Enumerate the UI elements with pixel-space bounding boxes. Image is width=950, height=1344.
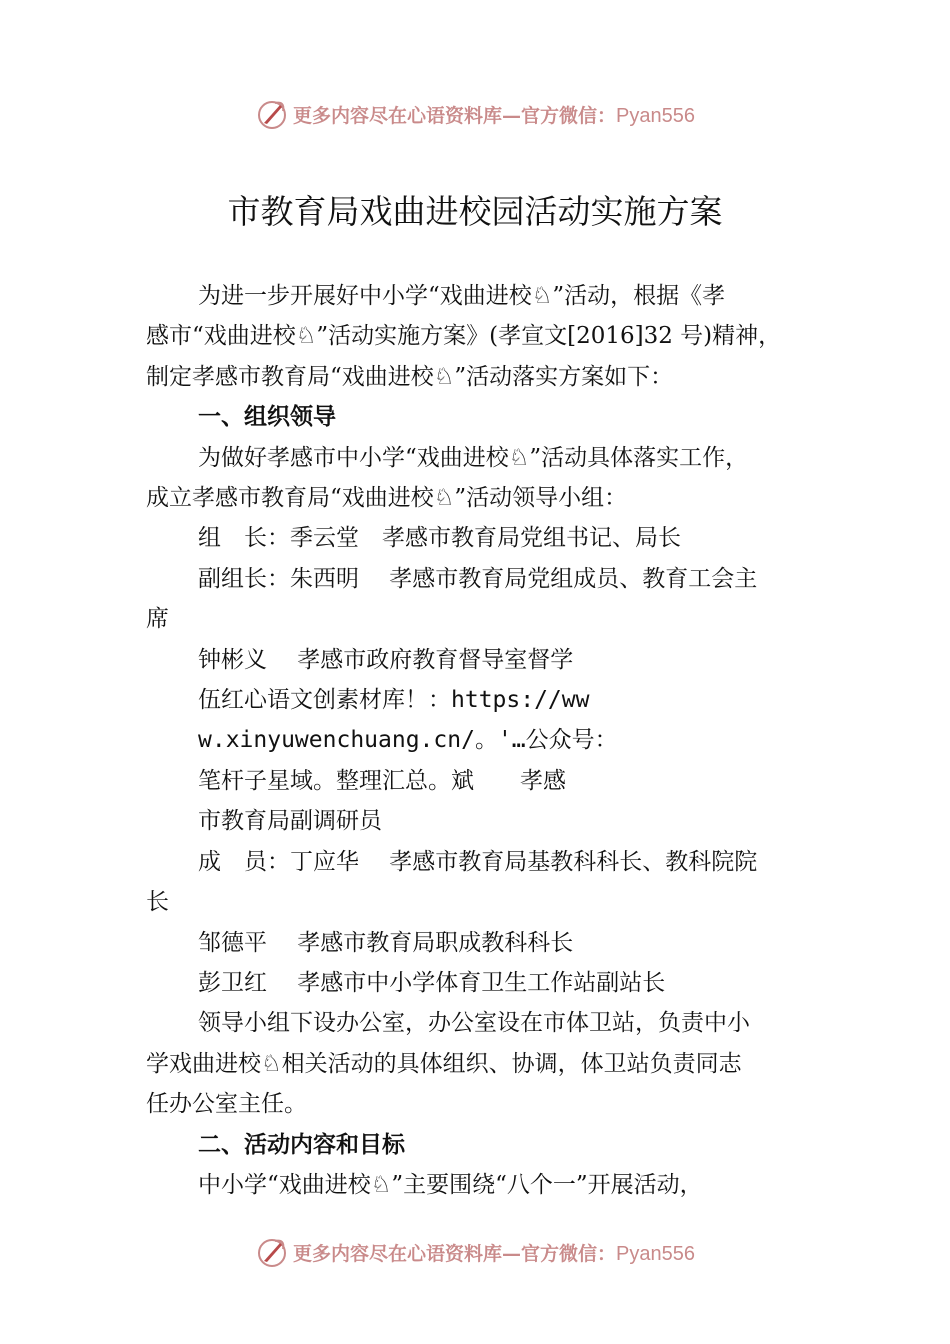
- office-paragraph-cont: 学戏曲进校♘相关活动的具体组织、协调，体卫站负责同志 任办公室主任。: [146, 1050, 742, 1118]
- member-zhong: 钟彬义 孝感市政府教育督导室督学: [198, 646, 574, 673]
- section-heading-2: 二、活动内容和目标: [198, 1131, 405, 1158]
- watermark-footer: [0, 1232, 950, 1272]
- member-wu: 伍红心语文创素材库！：https://ww w.xinyuwenchuang.cn/。'…公众号： 笔杆子星域。整理汇总。斌 孝感 市教育局副调研员: [198, 687, 618, 835]
- watermark-header: [0, 94, 950, 134]
- member-peng: 彭卫红 孝感市中小学体育卫生工作站副站长: [198, 969, 666, 996]
- intro-paragraph: 为进一步开展好中小学“戏曲进校♘”活动，根据《孝: [198, 283, 726, 309]
- quill-logo-icon: [255, 1235, 289, 1269]
- deputy-line-cont: 席: [146, 606, 169, 633]
- members-line-cont: 长: [146, 889, 169, 916]
- intro-paragraph-cont: 感市“戏曲进校♘”活动实施方案》(孝宣文[2016]32 号)精神， 制定孝感市教育局“戏曲进校♘”活动落实方案如下：: [146, 323, 782, 390]
- members-line: 成 员：丁应华 孝感市教育局基教科科长、教科院院: [198, 848, 758, 875]
- quill-logo-icon: [255, 97, 289, 131]
- org-paragraph-cont: 成立孝感市教育局“戏曲进校♘”活动领导小组：: [146, 485, 628, 512]
- watermark-text: 更多内容尽在心语资料库—官方微信：Pyan556: [293, 1242, 695, 1265]
- deputy-line: 副组长：朱西明 孝感市教育局党组成员、教育工会主: [198, 565, 758, 592]
- section-heading-1: 一、组织领导: [198, 404, 336, 431]
- leader-line: 组 长：季云堂 孝感市教育局党组书记、局长: [198, 525, 681, 552]
- office-paragraph: 领导小组下设办公室，办公室设在市体卫站，负责中小: [198, 1010, 750, 1037]
- content-paragraph: 中小学“戏曲进校♘”主要围绕“八个一”开展活动，: [198, 1171, 703, 1198]
- document-title: 市教育局戏曲进校园活动实施方案: [227, 192, 723, 231]
- member-zou: 邹德平 孝感市教育局职成教科科长: [198, 929, 574, 956]
- watermark-text: 更多内容尽在心语资料库—官方微信：Pyan556: [293, 104, 695, 127]
- org-paragraph: 为做好孝感市中小学“戏曲进校♘”活动具体落实工作，: [198, 444, 749, 471]
- document-body: [146, 276, 810, 1205]
